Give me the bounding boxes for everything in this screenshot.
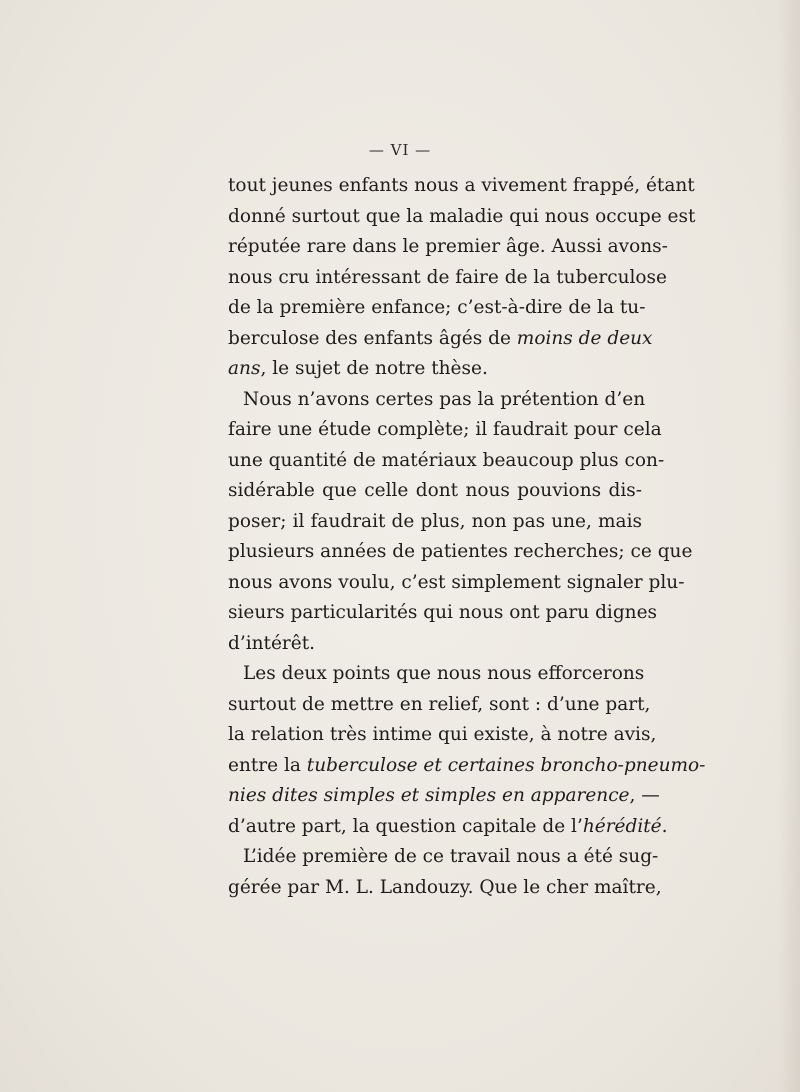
text-span: plusieurs années de patientes recherches; ce que: [228, 541, 693, 562]
text-span: , —: [629, 785, 660, 806]
text-line: [228, 232, 668, 263]
text-span: berculose des enfants âgés de: [228, 327, 517, 349]
text-line: [228, 873, 662, 904]
text-line: [228, 202, 696, 233]
text-span: d’intérêt.: [228, 632, 316, 654]
text-span: réputée rare dans le premier âge. Aussi avons-: [228, 236, 668, 257]
text-line: [228, 507, 642, 538]
text-line: [228, 629, 642, 660]
text-line: [228, 385, 646, 416]
text-span: sieurs particularités qui nous ont paru dignes: [228, 602, 658, 623]
text-span: poser; il faudrait de plus, non pas une, mais: [228, 510, 642, 532]
italic-span: moins de deux: [516, 327, 653, 349]
text-span: .: [661, 815, 668, 837]
text-line: [228, 690, 651, 721]
text-span: une quantité de matériaux beaucoup plus con-: [228, 449, 665, 471]
text-line: [228, 446, 665, 477]
text-line: [228, 476, 642, 507]
text-line: [228, 324, 653, 355]
text-line: [228, 751, 706, 782]
text-span: Les deux points que nous nous efforcerons: [243, 663, 645, 684]
text-span: surtout de mettre en relief, sont : d’une part,: [228, 693, 651, 715]
italic-span: ans: [228, 358, 261, 379]
text-span: faire une étude complète; il faudrait pour cela: [228, 419, 662, 440]
text-span: la relation très intime qui existe, à notre avis,: [228, 724, 657, 745]
page-edge-shadow: [778, 0, 800, 1092]
text-span: L’idée première de ce travail nous a été sug-: [243, 846, 659, 867]
italic-span: nies dites simples et simples en apparence: [228, 785, 630, 806]
text-line: [228, 354, 642, 385]
running-head: — VI —: [368, 141, 432, 159]
text-span: d’autre part, la question capitale de l’: [228, 815, 583, 837]
text-line: [228, 720, 657, 751]
text-line: [228, 537, 693, 568]
text-line: [228, 293, 646, 324]
text-span: entre la: [228, 754, 307, 776]
italic-span: hérédité: [582, 815, 662, 837]
text-span: sidérable que celle dont nous pouvions dis-: [228, 480, 642, 501]
text-span: , le sujet de notre thèse.: [260, 358, 488, 379]
text-span: gérée par M. L. Landouzy. Que le cher maître,: [228, 876, 662, 898]
text-span: nous avons voulu, c’est simplement signaler plu-: [228, 571, 685, 593]
text-line: [228, 598, 658, 629]
text-line: [228, 568, 685, 599]
text-span: nous cru intéressant de faire de la tuberculose: [228, 266, 667, 288]
text-line: [228, 842, 659, 873]
italic-span: tuberculose et certaines broncho-pneumo-: [306, 754, 706, 776]
text-line: [228, 263, 667, 294]
text-line: [228, 171, 695, 202]
text-line: [228, 812, 668, 843]
text-span: de la première enfance; c’est-à-dire de la tu-: [228, 297, 646, 318]
text-line: [228, 781, 660, 812]
text-span: tout jeunes enfants nous a vivement frappé, étant: [228, 175, 695, 196]
text-line: [228, 659, 645, 690]
text-line: [228, 415, 662, 446]
body-text: [228, 171, 706, 903]
text-span: donné surtout que la maladie qui nous occupe est: [228, 205, 696, 227]
text-span: Nous n’avons certes pas la prétention d’en: [243, 388, 646, 410]
